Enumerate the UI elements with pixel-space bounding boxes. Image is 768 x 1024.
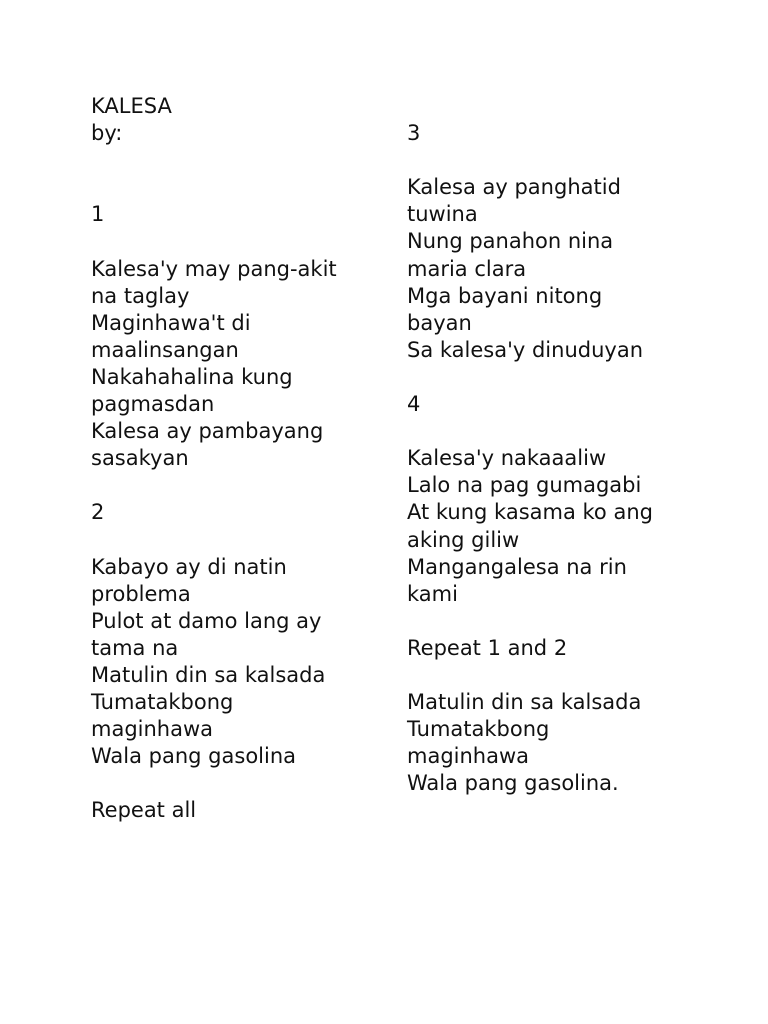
lyric-line: Kabayo ay di natin	[91, 554, 287, 579]
lyric-line: 1	[91, 202, 105, 227]
lyric-line: tuwina	[407, 202, 478, 227]
lyric-line: Wala pang gasolina	[91, 744, 297, 769]
lyric-line: Repeat all	[91, 798, 197, 823]
lyric-line: Wala pang gasolina.	[407, 771, 619, 796]
lyric-line: KALESA	[91, 94, 172, 118]
lyric-line: Kalesa ay pambayang	[91, 419, 324, 444]
lyric-line: problema	[91, 581, 191, 606]
lyric-line: Repeat 1 and 2	[407, 635, 568, 660]
lyrics-left-column	[91, 93, 337, 825]
blank-line	[91, 174, 337, 201]
lyric-line: Mga bayani nitong	[407, 283, 603, 308]
lyric-line: Nakahahalina kung	[91, 364, 293, 389]
lyric-line: Kalesa'y nakaaaliw	[407, 446, 607, 471]
lyric-line: tama na	[91, 635, 179, 660]
lyric-line: Maginhawa't di	[91, 310, 251, 335]
lyric-line: At kung kasama ko ang	[407, 500, 653, 525]
blank-line	[407, 608, 653, 635]
lyric-line: maginhawa	[91, 717, 214, 742]
lyric-line: Matulin din sa kalsada	[91, 662, 326, 687]
lyric-line: 2	[91, 500, 105, 525]
lyric-line: maalinsangan	[91, 337, 239, 362]
blank-line	[91, 228, 337, 255]
lyric-line: pagmasdan	[91, 392, 215, 417]
lyric-line: Sa kalesa'y dinuduyan	[407, 337, 644, 362]
blank-line	[91, 147, 337, 174]
blank-line	[407, 147, 653, 174]
lyric-line: kami	[407, 581, 458, 606]
lyric-line: Kalesa ay panghatid	[407, 175, 621, 200]
lyric-line: aking giliw	[407, 527, 520, 552]
lyric-line: Lalo na pag gumagabi	[407, 473, 642, 498]
blank-line	[407, 93, 653, 120]
lyric-line: Kalesa'y may pang-akit	[91, 256, 337, 281]
lyric-line: 4	[407, 392, 421, 417]
lyric-line: maria clara	[407, 256, 527, 281]
lyrics-right-column	[407, 93, 653, 797]
blank-line	[407, 662, 653, 689]
lyric-line: Tumatakbong	[91, 690, 234, 715]
lyric-line: bayan	[407, 310, 472, 335]
lyric-line: Tumatakbong	[407, 717, 550, 742]
lyric-line: by:	[91, 121, 123, 146]
lyric-line: Pulot at damo lang ay	[91, 608, 322, 633]
lyric-line: Matulin din sa kalsada	[407, 690, 642, 715]
blank-line	[91, 527, 337, 554]
lyric-line: sasakyan	[91, 446, 189, 471]
blank-line	[91, 770, 337, 797]
blank-line	[407, 364, 653, 391]
lyric-line: 3	[407, 121, 421, 146]
lyric-line: Mangangalesa na rin	[407, 554, 627, 579]
lyric-line: na taglay	[91, 283, 190, 308]
blank-line	[407, 418, 653, 445]
lyric-line: maginhawa	[407, 744, 530, 769]
blank-line	[91, 472, 337, 499]
lyric-line: Nung panahon nina	[407, 229, 614, 254]
